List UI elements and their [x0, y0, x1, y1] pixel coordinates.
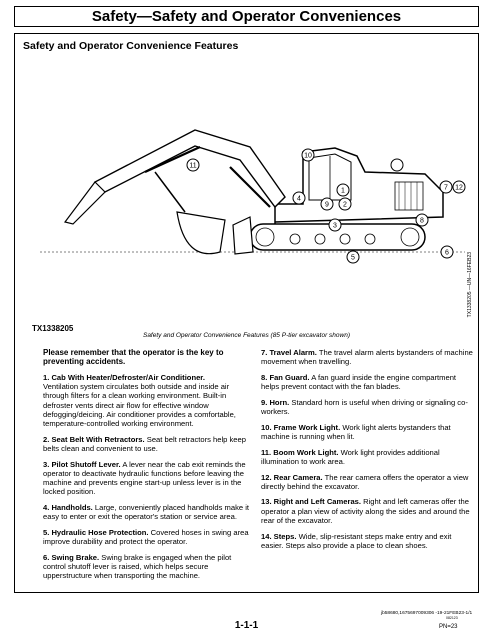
callout-1 — [337, 184, 349, 196]
feature-8: 8. Fan Guard. A fan guard inside the engine compartment helps prevent contact with the fan blades. — [261, 372, 457, 392]
feature-4: 4. Handholds. Large, conveniently placed handholds make it easy to enter or exit the operator's station or service area. — [43, 502, 250, 522]
svg-text:5: 5 — [351, 254, 355, 262]
feature-6: 6. Swing Brake. Swing brake is engaged when the pilot control shutoff lever is raised, which helps secure upperstructure when transporting the machine. — [43, 552, 232, 581]
feature-10: 10. Frame Work Light. Work light alerts bystanders that machine is running when lit. — [261, 422, 451, 441]
callout-2 — [339, 198, 351, 210]
svg-text:8: 8 — [420, 217, 424, 225]
figure-vertical-id: TX1338205 —UN—16FEB23 — [467, 252, 473, 318]
feature-13: 13. Right and Left Cameras. Right and left cameras offer the operator a plan view of activity along the sides and around the rear of the excavator. — [261, 497, 470, 525]
intro-text: Please remember that the operator is the key to preventing accidents. — [43, 348, 224, 367]
feature-14: 14. Steps. Wide, slip-resistant steps make entry and exit easier. Steps also provide a place to clean shoes. — [261, 531, 452, 550]
feature-7: 7. Travel Alarm. The travel alarm alerts bystanders of machine movement when travelling. — [261, 348, 473, 367]
page-number: 1-1-1 — [234, 620, 259, 631]
svg-text:1: 1 — [341, 187, 345, 195]
svg-text:4: 4 — [297, 195, 301, 203]
svg-text:12: 12 — [455, 184, 463, 192]
content-frame — [14, 33, 479, 616]
callout-12 — [453, 181, 465, 193]
callout-3 — [329, 219, 341, 231]
svg-text:7: 7 — [444, 184, 448, 192]
feature-5: 5. Hydraulic Hose Protection. Covered hoses in swing area improve durability and protect the operator. — [43, 527, 249, 546]
document-reference: jb58680,1675697009306 -19-21FEB23-1/1 — [381, 611, 473, 616]
feature-3: 3. Pilot Shutoff Lever. A lever near the cab exit reminds the operator to deactivate hydraulic functions before leaving the machine and prevents engine start-up unless lever is in the locked position. — [43, 459, 246, 497]
callout-10 — [302, 149, 314, 161]
feature-9: 9. Horn. Standard horn is useful when driving or signaling co-workers. — [261, 397, 468, 417]
features-column-right — [261, 348, 473, 556]
svg-text:9: 9 — [325, 201, 329, 209]
page-title: Safety—Safety and Operator Conveniences — [14, 6, 479, 27]
excavator-illustration — [35, 112, 475, 332]
figure-id: TX1338205 — [32, 324, 74, 333]
callout-11 — [187, 159, 199, 171]
feature-11: 11. Boom Work Light. Work light provides additional illumination to work area. — [261, 447, 440, 466]
svg-text:2: 2 — [343, 201, 347, 209]
callout-6 — [441, 246, 453, 258]
svg-text:10: 10 — [304, 152, 312, 160]
feature-1: 1. Cab With Heater/Defroster/Air Conditioner. Ventilation system circulates both outside and inside air through filters for a clean working environment. Built-in defroster vents direct air flow for effective window defogging/deicing. Air conditioner provides a comfortable, temperature-controlled working environment. — [43, 372, 236, 428]
callout-4 — [293, 192, 305, 204]
svg-text:3: 3 — [333, 222, 337, 230]
figure-caption: Safety and Operator Convenience Features (85 P-tier excavator shown) — [142, 332, 351, 339]
pn-label: PN=23 — [439, 624, 458, 630]
svg-text:6: 6 — [445, 249, 449, 257]
features-column-left — [43, 348, 251, 587]
feature-12: 12. Rear Camera. The rear camera offers the operator a view directly behind the excavator. — [261, 472, 469, 491]
section-title: Safety and Operator Convenience Features — [23, 40, 239, 52]
feature-2: 2. Seat Belt With Retractors. Seat belt retractors help keep belts clean and convenient to use. — [43, 434, 246, 453]
callout-5 — [347, 251, 359, 263]
callout-13 — [391, 159, 403, 171]
callout-9 — [321, 198, 333, 210]
pn-date: 082123 — [446, 616, 458, 620]
callout-7 — [440, 181, 452, 193]
callout-8 — [416, 214, 428, 226]
svg-text:11: 11 — [189, 162, 197, 170]
